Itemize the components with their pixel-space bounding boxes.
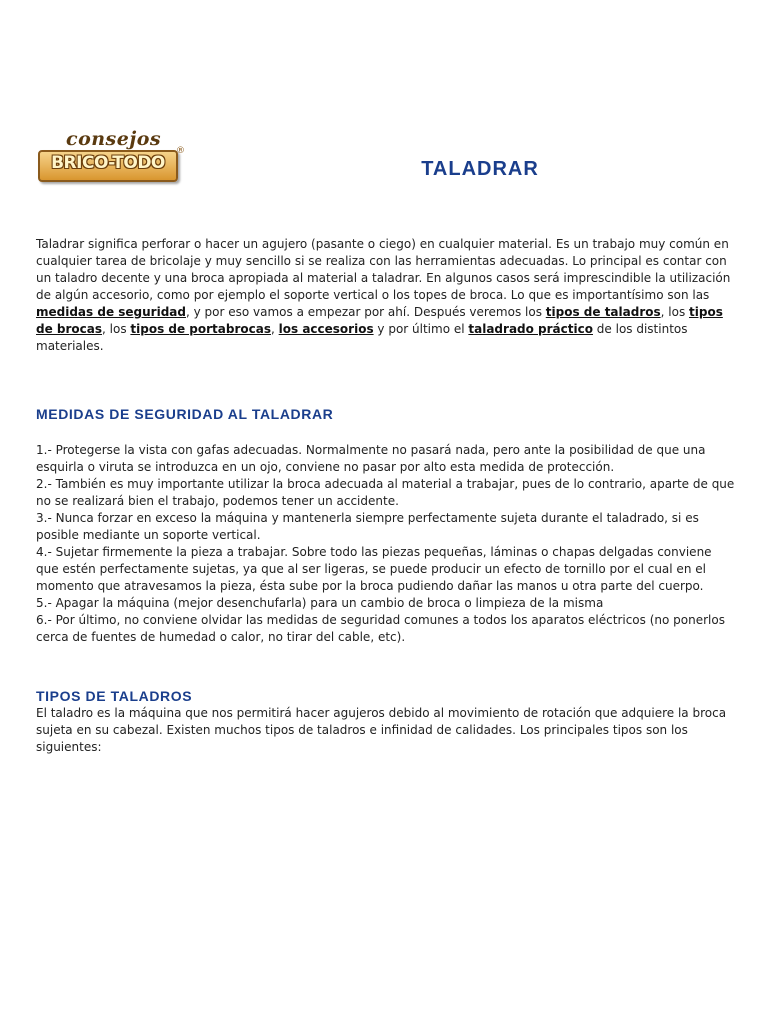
seguridad-item: 6.- Por último, no conviene olvidar las medidas de seguridad comunes a todos los aparatos eléctricos (no ponerlos cerca de fuentes de humedad o calor, no tirar del cable, etc). (36, 613, 725, 644)
seguridad-item: 2.- También es muy importante utilizar la broca adecuada al material a trabajar, pues de lo contrario, aparte de que no se realizará bien el trabajo, podemos tener un accidente. (36, 477, 735, 508)
intro-paragraph (36, 236, 736, 355)
intro-text-6: y por último el (373, 322, 469, 336)
seguridad-item: 3.- Nunca forzar en exceso la máquina y mantenerla siempre perfectamente sujeta durante el taladrado, si es posible mediante un soporte vertical. (36, 511, 699, 542)
seguridad-item: 4.- Sujetar firmemente la pieza a trabajar. Sobre todo las piezas pequeñas, láminas o chapas delgadas conviene que estén perfectamente sujetas, ya que al ser ligeras, se puede producir un efecto de tornillo por el cual en el momento que atravesamos la pieza, ésta sube por la broca pudiendo dañar las manos u otra parte del cuerpo. (36, 545, 712, 593)
link-taladrado-practico[interactable]: taladrado práctico (468, 322, 593, 336)
logo-top-text: consejos (66, 128, 162, 150)
link-tipos-portabrocas[interactable]: tipos de portabrocas (130, 322, 271, 336)
intro-text-2: , y por eso vamos a empezar por ahí. Después veremos los (185, 305, 546, 319)
link-tipos-brocas[interactable]: tipos de brocas (36, 305, 723, 336)
logo-plate (38, 150, 178, 182)
brico-todo-logo (36, 128, 186, 184)
seguridad-item: 5.- Apagar la máquina (mejor desenchufarla) para un cambio de broca o limpieza de la misma (36, 596, 604, 610)
intro-text-1: Taladrar significa perforar o hacer un agujero (pasante o ciego) en cualquier material. Es un trabajo muy común en cualquier tarea de bricolaje y muy sencillo si se realiza con las herramientas adecuadas. Lo principal es contar con un taladro decente y una broca apropiada al material a taladrar. En algunos casos será imprescindible la utilización de algún accesorio, como por ejemplo el soporte vertical o los topes de broca. Lo que es importantísimo son las (36, 237, 731, 302)
intro-text-7: de los distintos materiales. (36, 322, 688, 353)
intro-text-4: , los (102, 322, 131, 336)
article-content (36, 236, 736, 756)
intro-text-3: , los (660, 305, 690, 319)
link-tipos-taladros[interactable]: tipos de taladros (545, 305, 661, 319)
seguridad-list (36, 442, 736, 646)
seguridad-item: 1.- Protegerse la vista con gafas adecuadas. Normalmente no pasará nada, pero ante la posibilidad de que una esquirla o viruta se introduzca en un ojo, conviene no pasar por alto esta medida de protección. (36, 443, 706, 474)
link-accesorios[interactable]: los accesorios (278, 322, 374, 336)
link-medidas-seguridad[interactable]: medidas de seguridad (36, 305, 186, 319)
logo-registered-mark: ® (176, 146, 185, 156)
section-heading-tipos-taladros: TIPOS DE TALADROS (36, 688, 193, 704)
page-title: TALADRAR (421, 158, 539, 180)
section-heading-seguridad: MEDIDAS DE SEGURIDAD AL TALADRAR (36, 406, 334, 422)
intro-text-5: , (271, 322, 279, 336)
tipos-taladros-paragraph: El taladro es la máquina que nos permitirá hacer agujeros debido al movimiento de rotación que adquiere la broca sujeta en su cabezal. Existen muchos tipos de taladros e infinidad de calidades. Los principales tipos son los siguientes: (36, 706, 727, 754)
logo-main-text: BRICO-TODO (51, 153, 165, 173)
